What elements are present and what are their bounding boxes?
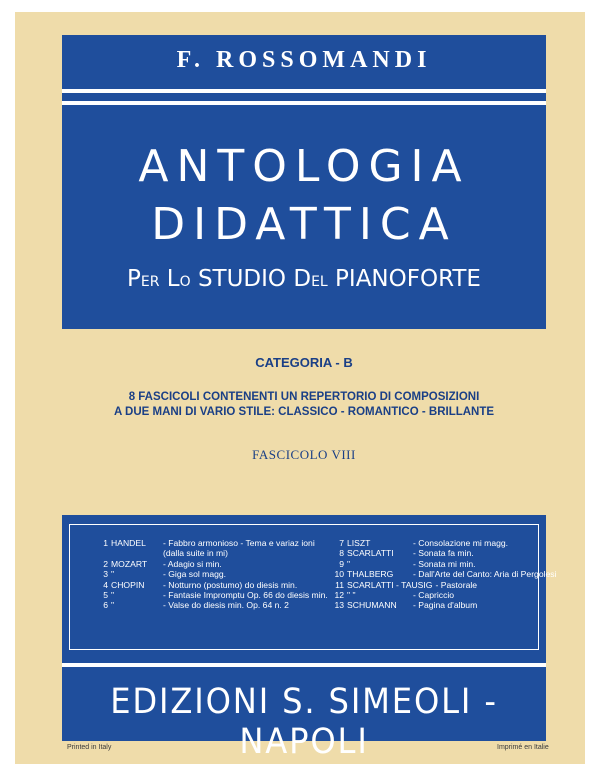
- subtitle-per: PER: [127, 266, 160, 292]
- fascicolo-label: FASCICOLO VIII: [252, 447, 356, 462]
- divider-rule: [62, 101, 546, 105]
- list-item: 13 SCHUMANN - Pagina d'album: [334, 600, 478, 611]
- list-item: (dalla suite in mi): [163, 548, 228, 559]
- subtitle: [62, 266, 546, 292]
- list-item: 4 CHOPIN - Notturno (postumo) do diesis min.: [103, 579, 298, 590]
- subtitle-studio: STUDIO: [197, 266, 287, 292]
- contents-column-right: [332, 538, 557, 611]
- list-item: 8 SCARLATTI - Sonata fa min.: [339, 548, 474, 559]
- list-item: 6 " - Valse do diesis min. Op. 64 n. 2: [103, 600, 289, 611]
- contents-box: [69, 524, 557, 650]
- description-line-2: A DUE MANI DI VARIO STILE: CLASSICO - ROMANTICO - BRILLANTE: [113, 406, 495, 418]
- list-item: 3 " - Giga sol magg.: [103, 569, 227, 580]
- list-item: 1 HANDEL - Fabbro armonioso - Tema e variaz ioni: [103, 538, 315, 548]
- contents-column-left: [96, 538, 328, 611]
- category-panel: [62, 329, 546, 515]
- category-label: CATEGORIA - B: [255, 355, 353, 370]
- author-name: F. ROSSOMANDI: [176, 47, 432, 73]
- subtitle-pianoforte: PIANOFORTE: [335, 266, 481, 292]
- imprime-en-italie: Imprimé en Italie: [497, 744, 549, 751]
- list-item: 10 THALBERG - Dall'Arte del Canto: Aria di Pergolesi: [334, 569, 557, 580]
- title-line-1: ANTOLOGIA: [138, 141, 470, 192]
- list-item: 12 " " - Capriccio: [334, 590, 455, 601]
- subtitle-del: DEL: [293, 266, 328, 292]
- list-item: 11 SCARLATTI - TAUSIG - Pastorale: [335, 579, 478, 590]
- divider-rule: [62, 663, 546, 667]
- description: [62, 390, 546, 420]
- divider-rule: [62, 89, 546, 93]
- publisher-name: EDIZIONI S. SIMEOLI - NAPOLI: [110, 682, 498, 762]
- printed-in-italy: Printed in Italy: [67, 744, 112, 751]
- list-item: 7 LISZT - Consolazione mi magg.: [339, 538, 509, 548]
- list-item: 9 " - Sonata mi min.: [339, 558, 476, 569]
- subtitle-lo: LO: [166, 266, 191, 292]
- title-line-2: DIDATTICA: [151, 199, 457, 250]
- list-item: 2 MOZART - Adagio si min.: [103, 558, 222, 569]
- description-line-1: 8 FASCICOLI CONTENENTI UN REPERTORIO DI COMPOSIZIONI: [128, 391, 480, 403]
- list-item: 5 " - Fantasie Impromptu Op. 66 do diesis min.: [103, 590, 328, 601]
